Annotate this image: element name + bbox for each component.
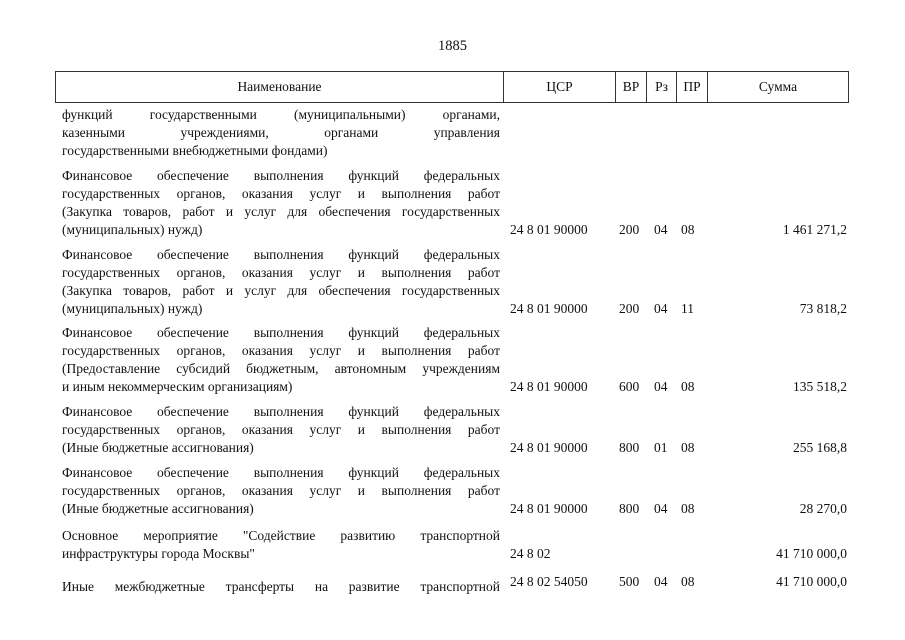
row-name — [62, 527, 500, 563]
row-name-line: государственных органов, оказания услуг и выполнения работ — [62, 343, 500, 358]
row-name-line: функций государственными (муниципальными) органами, — [62, 107, 500, 122]
row-sum: 255 168,8 — [793, 440, 847, 455]
row-name-line: (муниципальных) нужд) — [62, 301, 203, 316]
row-sum: 41 710 000,0 — [776, 546, 847, 561]
row-name-line: Финансовое обеспечение выполнения функций федеральных — [62, 465, 500, 480]
row-pr: 08 — [681, 501, 695, 516]
row-csr: 24 8 01 90000 — [510, 222, 588, 237]
row-vr: 800 — [619, 501, 640, 516]
row-vr: 500 — [619, 574, 640, 589]
row-name-line: государственных органов, оказания услуг и выполнения работ — [62, 422, 500, 437]
row-name — [62, 106, 500, 160]
row-sum: 1 461 271,2 — [782, 222, 847, 237]
row-name-line: Финансовое обеспечение выполнения функций федеральных — [62, 247, 500, 262]
row-rz: 04 — [654, 301, 668, 316]
header-pr: ПР — [677, 72, 708, 102]
row-rz: 01 — [654, 440, 668, 455]
row-name-line: (Предоставление субсидий бюджетным, автономным учреждениям — [62, 361, 500, 376]
row-csr: 24 8 02 — [510, 546, 551, 561]
row-name-line: Финансовое обеспечение выполнения функций федеральных — [62, 168, 500, 183]
row-pr: 08 — [681, 379, 695, 394]
page-number: 1885 — [438, 38, 467, 54]
header-rz: Рз — [647, 72, 677, 102]
header-sum: Сумма — [758, 79, 798, 94]
row-rz: 04 — [654, 574, 668, 589]
row-name-line: Финансовое обеспечение выполнения функций федеральных — [62, 404, 500, 419]
row-name-line: государственных органов, оказания услуг и выполнения работ — [62, 483, 500, 498]
row-name-line: Финансовое обеспечение выполнения функций федеральных — [62, 325, 500, 340]
row-name — [62, 167, 500, 239]
row-name — [62, 324, 500, 396]
row-name-line: государственных органов, оказания услуг и выполнения работ — [62, 186, 500, 201]
row-name — [62, 246, 500, 318]
row-sum: 41 710 000,0 — [776, 574, 847, 589]
row-name-line: инфраструктуры города Москвы" — [62, 546, 255, 561]
row-name-line: государственными внебюджетными фондами) — [62, 143, 328, 158]
row-pr: 11 — [681, 301, 694, 316]
row-csr: 24 8 01 90000 — [510, 379, 588, 394]
row-sum: 73 818,2 — [799, 301, 847, 316]
row-pr: 08 — [681, 574, 695, 589]
row-sum: 135 518,2 — [793, 379, 847, 394]
header-name: Наименование — [56, 72, 504, 102]
header-csr: ЦСР — [504, 72, 616, 102]
row-rz: 04 — [654, 222, 668, 237]
row-name-line: Иные межбюджетные трансферты на развитие транспортной — [62, 579, 500, 594]
row-vr: 600 — [619, 379, 640, 394]
row-pr: 08 — [681, 222, 695, 237]
row-csr: 24 8 02 54050 — [510, 574, 588, 589]
row-name-line: (муниципальных) нужд) — [62, 222, 203, 237]
row-name — [62, 403, 500, 457]
row-pr: 08 — [681, 440, 695, 455]
row-name-line: и иным некоммерческим организациям) — [62, 379, 293, 394]
row-sum: 28 270,0 — [799, 501, 847, 516]
row-csr: 24 8 01 90000 — [510, 501, 588, 516]
row-rz: 04 — [654, 379, 668, 394]
row-csr: 24 8 01 90000 — [510, 440, 588, 455]
row-name — [62, 464, 500, 518]
row-vr: 800 — [619, 440, 640, 455]
row-name-line: казенными учреждениями, органами управления — [62, 125, 500, 140]
row-name-line: (Закупка товаров, работ и услуг для обеспечения государственных — [62, 204, 500, 219]
header-vr: ВР — [616, 72, 647, 102]
row-name-line: государственных органов, оказания услуг и выполнения работ — [62, 265, 500, 280]
row-name-line: (Закупка товаров, работ и услуг для обеспечения государственных — [62, 283, 500, 298]
table-header — [55, 71, 849, 103]
row-name-line: (Иные бюджетные ассигнования) — [62, 501, 254, 516]
row-name-line: Основное мероприятие "Содействие развитию транспортной — [62, 528, 500, 543]
row-vr: 200 — [619, 222, 640, 237]
row-csr: 24 8 01 90000 — [510, 301, 588, 316]
row-vr: 200 — [619, 301, 640, 316]
row-name — [62, 578, 500, 596]
row-rz: 04 — [654, 501, 668, 516]
row-name-line: (Иные бюджетные ассигнования) — [62, 440, 254, 455]
